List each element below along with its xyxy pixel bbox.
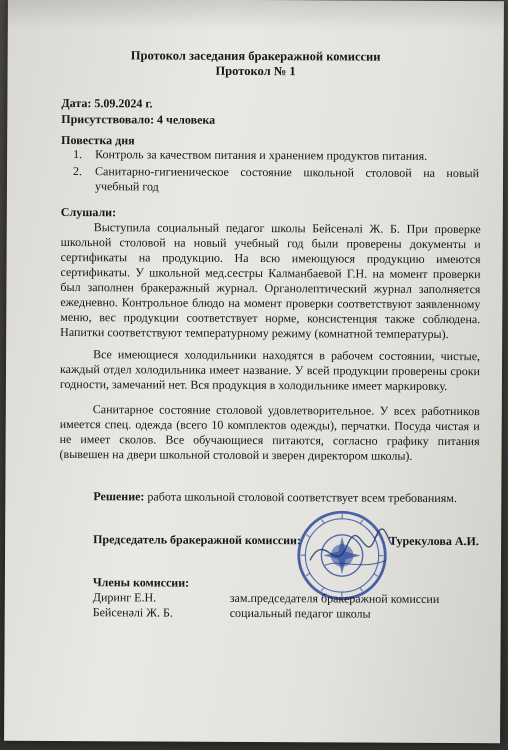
decision-text: работа школьной столовой соответствует всем требованиям. xyxy=(144,489,457,506)
agenda-item-text: Контроль за качеством питания и хранением продуктов питания. xyxy=(95,147,428,163)
agenda-item xyxy=(67,147,479,164)
title-line-1: Протокол заседания бракеражной комиссии xyxy=(130,48,381,64)
agenda-item-number: 2. xyxy=(73,164,83,179)
decision-label: Решение: xyxy=(93,489,145,504)
paragraph-inspection: Выступила социальный педагог школы Бейсенәлі Ж. Б. При проверке школьной столовой на новый учебный год были проверены документы и сертификаты на продукцию. На всю имеющуюся продукцию имеются сертификаты. У школьной мед.сестры Калманбаевой Г.Н. на момент проверки был заполнен бракеражный журнал. Органолептический журнал заполняется ежедневно. Контрольное блюдо на момент проверки соответствуют заявленному меню, вес продукции соответствует норме, консистенция также соблюдена. Напитки соответствуют температурному режиму (комнатной температуры). xyxy=(60,220,481,342)
agenda-item xyxy=(67,164,479,196)
paragraph-sanitary: Санитарное состояние столовой удовлетворительное. У всех работников имеется спец. одежда (всего 10 комплектов одежды), перчатки. Посуда чистая и не имеет сколов. Все обучающиеся питаются, согласно графику питания (вывешен на двери школьной столовой и зверен директором школы). xyxy=(59,402,480,463)
agenda-item-number: 1. xyxy=(73,147,83,162)
paragraph-fridges: Все имеющиеся холодильники находятся в рабочем состоянии, чистые, каждый отдел холодильника имеет название. У всей продукции проверены сроки годности, замечаний нет. Вся продукция в холодильнике имеет маркировку. xyxy=(59,347,481,394)
agenda-heading: Повестка дня xyxy=(61,132,135,148)
handwritten-signature xyxy=(305,520,395,580)
document-sheet xyxy=(4,0,504,743)
chair-label: Председатель бракеражной комиссии: xyxy=(93,532,302,548)
decision-line xyxy=(93,489,457,506)
member-role: зам.председателя бракеражной комиссии xyxy=(229,590,440,606)
document-title xyxy=(8,48,504,81)
agenda-list xyxy=(67,147,479,198)
member-name: Бейсенәлі Ж. Б. xyxy=(92,605,173,620)
title-line-2: Протокол № 1 xyxy=(215,63,296,79)
present-line: Присутствовало: 4 человека xyxy=(61,111,216,127)
date-line: Дата: 5.09.2024 г. xyxy=(61,95,153,111)
heard-heading: Слушали: xyxy=(60,204,117,220)
members-heading: Члены комиссии: xyxy=(92,575,190,590)
agenda-item-text: Санитарно-гигиеническое состояние школьной столовой на новый учебный год xyxy=(94,164,480,194)
paper-fold-shadow xyxy=(8,0,504,31)
member-name: Диринг Е.Н. xyxy=(92,590,157,605)
chair-name: Турекулова А.И. xyxy=(389,533,479,549)
member-role: социальный педагог школы xyxy=(229,605,371,621)
